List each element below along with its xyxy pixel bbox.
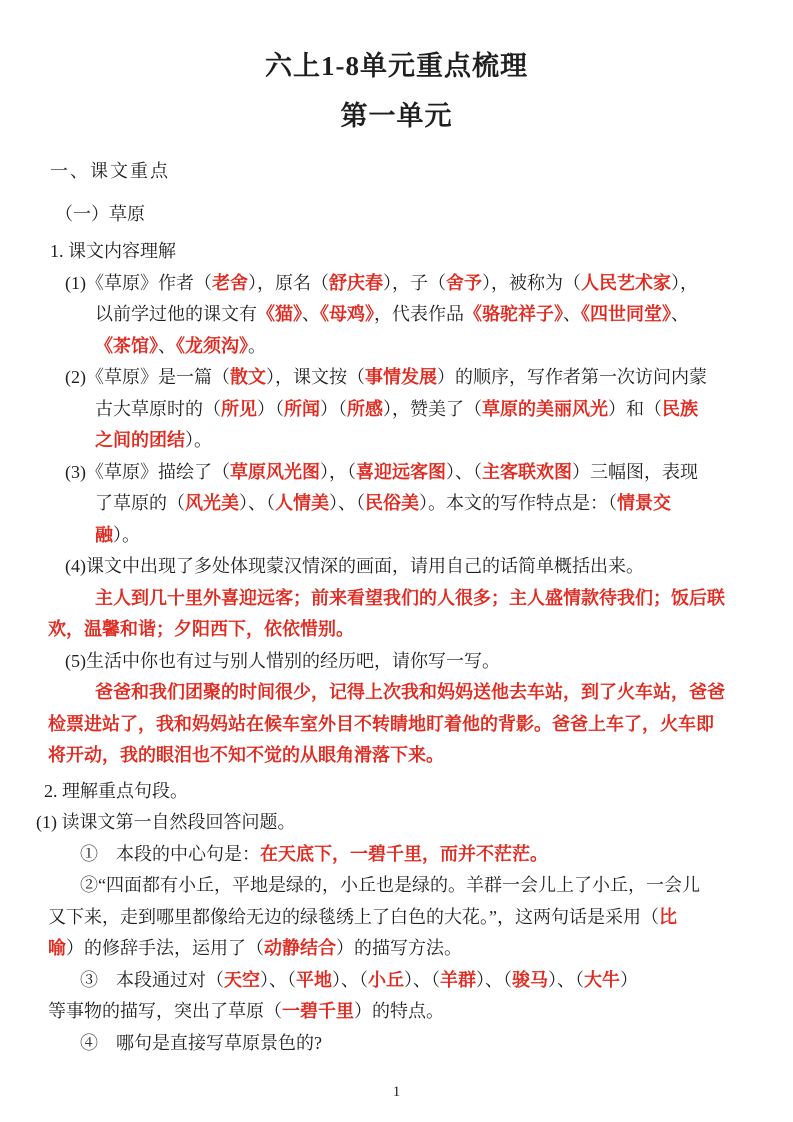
- text-run: 、: [671, 304, 689, 324]
- answer-text-run: 动静结合: [264, 938, 336, 958]
- document-body: [0, 156, 793, 1059]
- answer-text-run: 《四世同堂》: [581, 304, 671, 324]
- answer-text-run: 喻: [48, 938, 66, 958]
- answer-text-run: 羊群: [440, 969, 476, 990]
- answer-text-run: 爸爸和我们团聚的时间很少，记得上次我和妈妈送他去车站，到了火车站，爸爸: [95, 682, 725, 702]
- text-line-numhead: [0, 236, 793, 268]
- text-run: ④ 哪句是直接写草原景色的?: [80, 1032, 322, 1053]
- page-number: 1: [392, 1084, 401, 1100]
- text-line-circle: [0, 870, 793, 902]
- answer-text-run: 比: [659, 906, 677, 927]
- text-line-circle_cont: [0, 902, 793, 934]
- answer-text-run: 舒庆春: [329, 272, 383, 293]
- text-line-item: [0, 362, 793, 394]
- text-line-answer_cont: [0, 614, 793, 646]
- text-run: （一）草原: [55, 203, 145, 224]
- text-run: ②“四面都有小丘，平地是绿的，小丘也是绿的。羊群一会儿上了小丘，一会儿: [80, 875, 700, 895]
- text-run: ，代表作品: [374, 304, 464, 324]
- text-run: (4)课文中出现了多处体现蒙汉情深的画面，请用自己的话简单概括出来。: [65, 556, 644, 576]
- text-run: (3)《草原》描绘了（: [65, 461, 230, 482]
- answer-text-run: 在天底下，一碧千里，而并不茫茫。: [260, 843, 548, 864]
- answer-text-run: 《茶馆》: [95, 335, 158, 356]
- text-run: 、: [302, 304, 320, 324]
- text-line-answer_first: [0, 583, 793, 615]
- text-run: (5)生活中你也有过与别人惜别的经历吧，请你写一写。: [65, 650, 500, 671]
- text-line-section: [0, 156, 793, 188]
- answer-text-run: 事情发展: [365, 367, 437, 387]
- text-run: ）（: [257, 398, 284, 419]
- text-line-cont: [0, 425, 793, 457]
- unit-title: 第一单元: [340, 101, 453, 131]
- text-run: 2. 理解重点句段。: [44, 780, 188, 801]
- text-run: ）: [620, 969, 638, 990]
- text-run: (1)《草原》作者（: [65, 272, 212, 293]
- text-run: ）、（: [260, 969, 296, 990]
- text-run: 、: [563, 304, 581, 324]
- text-run: ）、（: [476, 969, 512, 990]
- text-line-subitem: [0, 807, 793, 839]
- text-line-item: [0, 646, 793, 678]
- text-line-circle: [0, 1028, 793, 1060]
- text-run: ），课文按（: [266, 367, 365, 387]
- text-run: ）、（: [239, 493, 275, 513]
- text-run: ）和（: [608, 398, 662, 419]
- text-line-circle_cont: [0, 996, 793, 1028]
- answer-text-run: 散文: [230, 367, 266, 387]
- text-run: 等事物的描写，突出了草原（: [48, 1001, 282, 1021]
- text-run: ）的修辞手法，运用了（: [66, 938, 264, 958]
- text-run: ）、（: [332, 969, 368, 990]
- text-run: ③ 本段通过对（: [80, 969, 224, 990]
- text-run: ）的描写方法。: [336, 938, 462, 958]
- text-run: ）的特点。: [354, 1001, 444, 1021]
- text-line-circle_cont: [0, 933, 793, 965]
- text-run: ）、（: [329, 493, 365, 513]
- answer-text-run: 将开动，我的眼泪也不知不觉的从眼角滑落下来。: [48, 745, 444, 765]
- answer-text-run: 所见: [221, 398, 257, 419]
- answer-text-run: 天空: [224, 969, 260, 990]
- text-line-cont: [0, 394, 793, 426]
- answer-text-run: 融: [95, 524, 113, 545]
- answer-text-run: 《龙须沟》: [176, 335, 248, 356]
- answer-text-run: 《母鸡》: [320, 304, 374, 324]
- answer-text-run: 主客联欢图: [482, 461, 572, 482]
- answer-text-run: 草原的美丽风光: [482, 398, 608, 419]
- answer-text-run: 欢，温馨和谐；夕阳西下，依依惜别。: [48, 619, 354, 639]
- answer-text-run: 《骆驼祥子》: [464, 304, 563, 324]
- answer-text-run: 平地: [296, 969, 332, 990]
- text-run: 。: [248, 335, 266, 356]
- text-run: ① 本段的中心句是：: [80, 843, 260, 864]
- text-run: ）。: [185, 430, 212, 450]
- text-run: 一、课文重点: [50, 161, 170, 181]
- text-run: (1) 读课文第一自然段回答问题。: [36, 812, 296, 832]
- answer-text-run: 所闻: [284, 398, 320, 419]
- text-line-item: [0, 268, 793, 300]
- answer-text-run: 《猫》: [257, 304, 302, 324]
- text-run: ）。本文的写作特点是：（: [419, 493, 617, 513]
- answer-text-run: 舍予: [446, 272, 482, 293]
- text-run: 、: [158, 335, 176, 356]
- text-line-answer_first: [0, 677, 793, 709]
- answer-text-run: 风光美: [185, 493, 239, 513]
- text-run: ），原名（: [248, 272, 329, 293]
- text-line-cont: [0, 299, 793, 331]
- text-run: ），（: [320, 461, 356, 482]
- answer-text-run: 大牛: [584, 969, 620, 990]
- text-line-answer_cont: [0, 709, 793, 741]
- text-run: 古大草原时的（: [95, 398, 221, 419]
- text-line-circle: [0, 839, 793, 871]
- answer-text-run: 民族: [662, 398, 698, 419]
- text-line-subsection: [0, 199, 793, 231]
- text-line-cont: [0, 520, 793, 552]
- text-run: ）、（: [446, 461, 482, 482]
- text-run: ）的顺序，写作者第一次访问内蒙: [437, 367, 707, 387]
- text-run: 1. 课文内容理解: [50, 241, 176, 261]
- text-run: ）（: [320, 398, 347, 419]
- text-line-answer_cont: [0, 740, 793, 772]
- text-run: ）三幅图，表现: [572, 461, 698, 482]
- answer-text-run: 骏马: [512, 969, 548, 990]
- answer-text-run: 人民艺术家: [581, 272, 671, 293]
- text-run: ）。: [113, 524, 140, 545]
- text-run: ），: [671, 272, 698, 293]
- text-run: ）、（: [548, 969, 584, 990]
- answer-text-run: 老舍: [212, 272, 248, 293]
- text-line-item: [0, 551, 793, 583]
- text-run: 又下来，走到哪里都像给无边的绿毯绣上了白色的大花。”，这两句话是采用（: [48, 906, 659, 927]
- text-line-numhead2: [0, 776, 793, 808]
- answer-text-run: 情景交: [617, 493, 671, 513]
- answer-text-run: 民俗美: [365, 493, 419, 513]
- text-line-cont: [0, 331, 793, 363]
- text-run: 了草原的（: [95, 493, 185, 513]
- text-run: ），子（: [383, 272, 446, 293]
- text-run: 以前学过他的课文有: [95, 304, 257, 324]
- text-run: ），赞美了（: [383, 398, 482, 419]
- answer-text-run: 检票进站了，我和妈妈站在候车室外目不转睛地盯着他的背影。爸爸上车了，火车即: [48, 713, 714, 734]
- text-run: (2)《草原》是一篇（: [65, 367, 230, 387]
- answer-text-run: 所感: [347, 398, 383, 419]
- text-run: ），被称为（: [482, 272, 581, 293]
- answer-text-run: 主人到几十里外喜迎远客；前来看望我们的人很多；主人盛情款待我们；饭后联: [95, 587, 725, 608]
- answer-text-run: 小丘: [368, 969, 404, 990]
- document-title: 六上1-8单元重点梳理: [265, 51, 528, 81]
- answer-text-run: 草原风光图: [230, 461, 320, 482]
- text-run: ）、（: [404, 969, 440, 990]
- text-line-cont: [0, 488, 793, 520]
- answer-text-run: 之间的团结: [95, 430, 185, 450]
- answer-text-run: 一碧千里: [282, 1001, 354, 1021]
- text-line-circle: [0, 965, 793, 997]
- text-line-item: [0, 457, 793, 489]
- answer-text-run: 喜迎远客图: [356, 461, 446, 482]
- answer-text-run: 人情美: [275, 493, 329, 513]
